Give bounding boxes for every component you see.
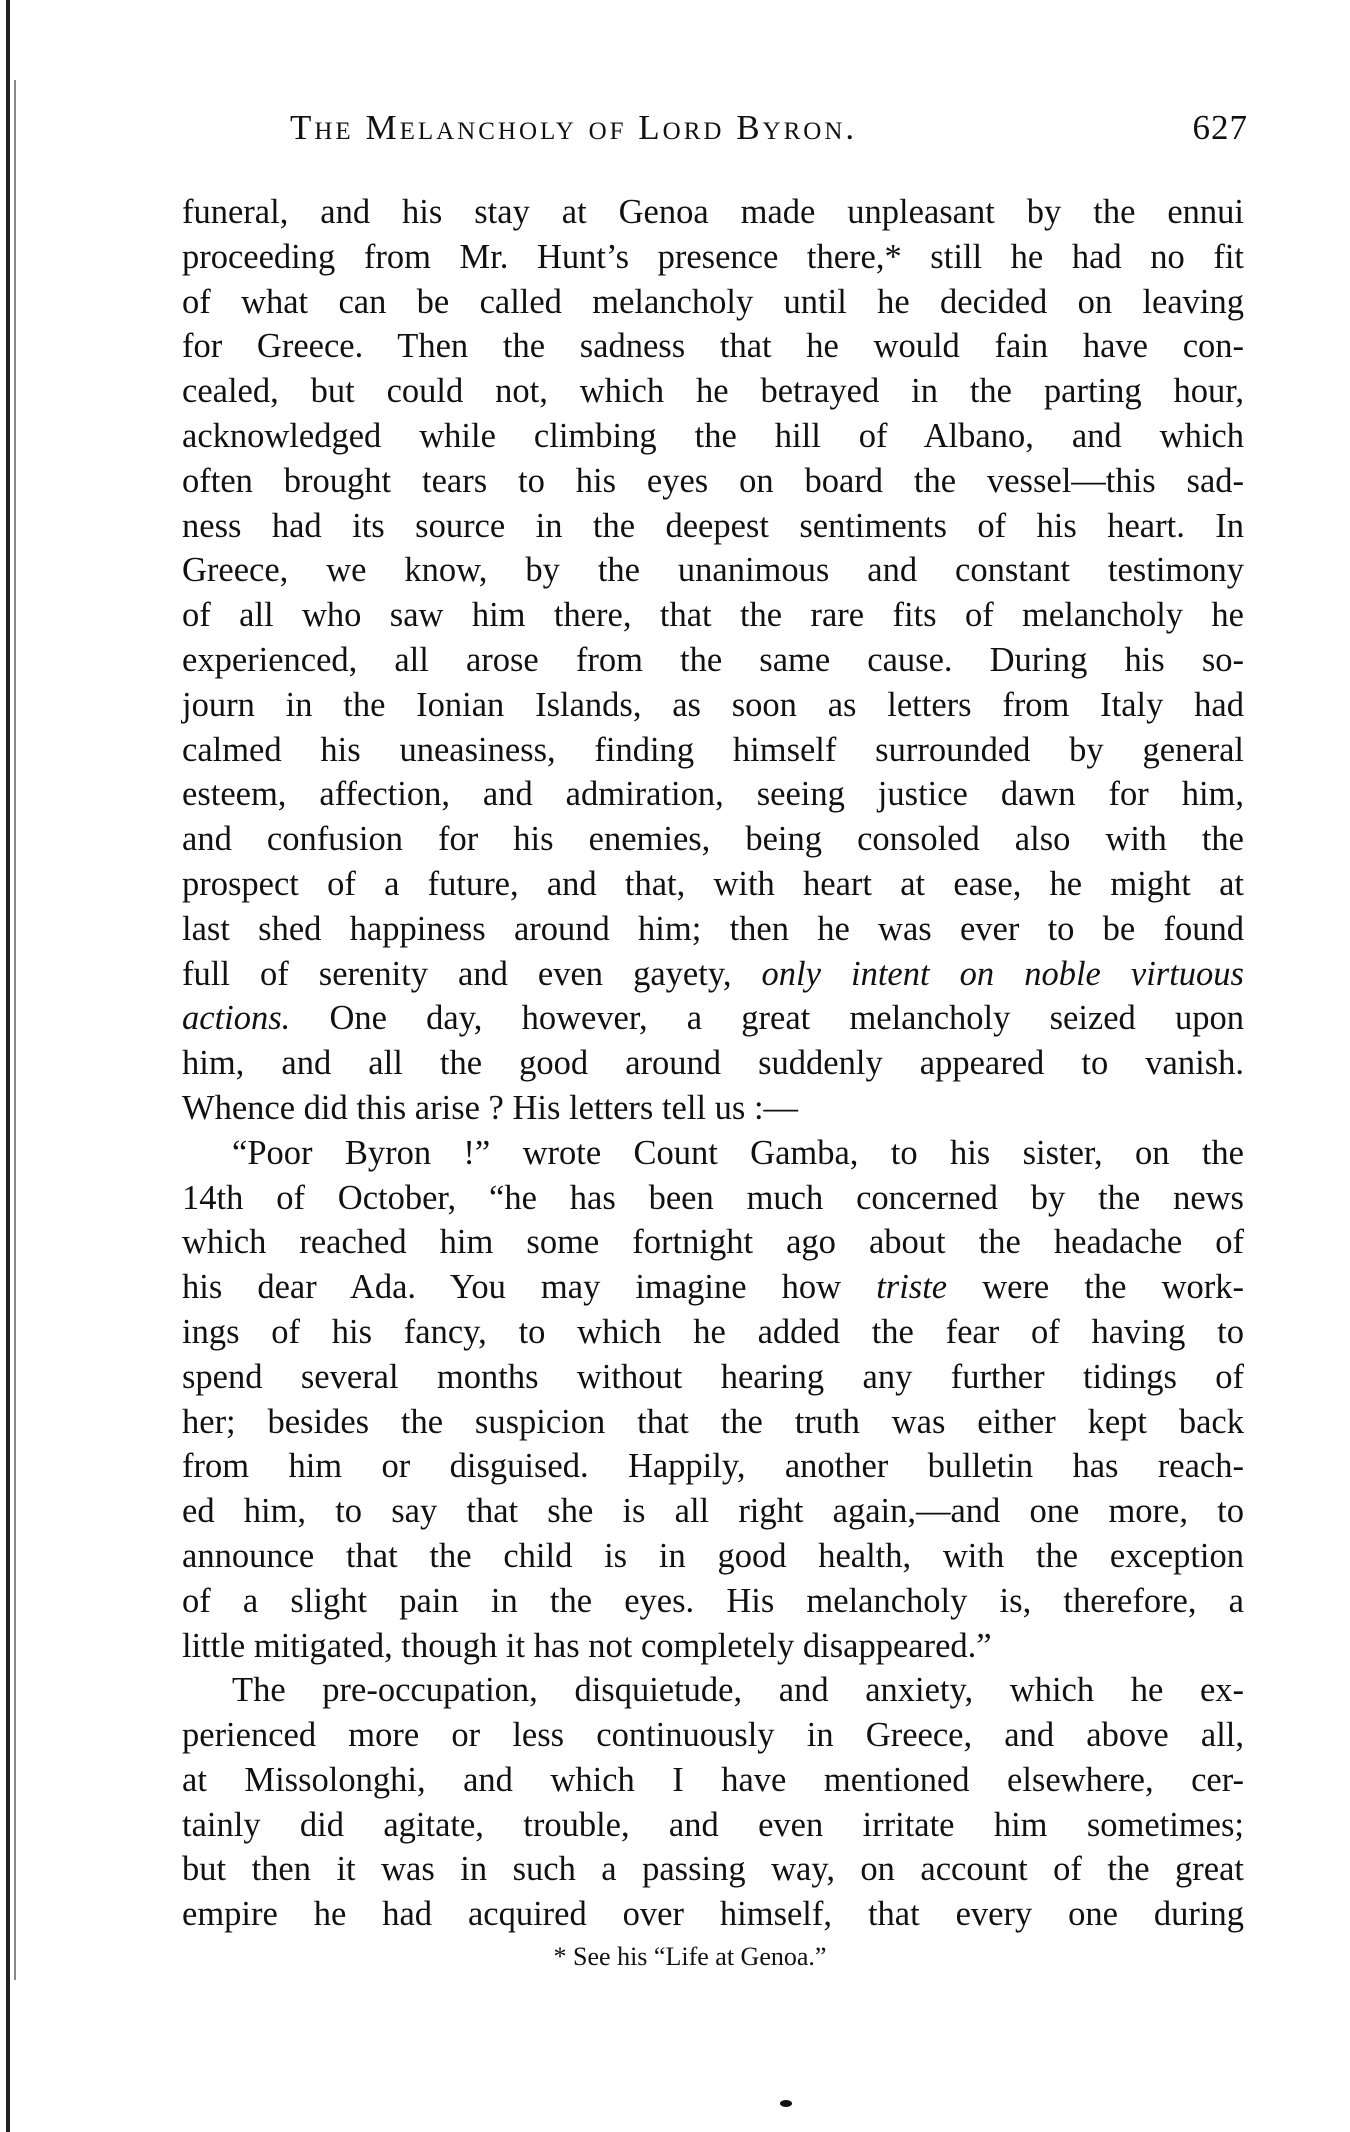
text-line	[182, 1355, 1244, 1400]
text-line-content: tainly did agitate, trouble, and even irritate him sometimes;	[182, 1805, 1244, 1844]
text-line-content: often brought tears to his eyes on board the vessel—this sad-	[182, 461, 1244, 500]
text-line-content: experienced, all arose from the same cause. During his so-	[182, 640, 1244, 679]
text-line-content: last shed happiness around him; then he was ever to be found	[182, 909, 1244, 948]
text-line	[182, 1310, 1244, 1355]
text-line-content: full of serenity and even gayety,	[182, 954, 762, 993]
text-line	[182, 324, 1244, 369]
running-title: The Melancholy of Lord Byron.	[290, 108, 858, 147]
text-line	[182, 862, 1244, 907]
text-line	[182, 414, 1244, 459]
text-line-content: ings of his fancy, to which he added the fear of having to	[182, 1312, 1244, 1351]
text-line-content: empire he had acquired over himself, that every one during	[182, 1895, 1244, 1934]
text-line-content: but then it was in such a passing way, on account of the great	[182, 1850, 1244, 1889]
text-line	[182, 1668, 1244, 1713]
text-line	[182, 1041, 1244, 1086]
text-line	[182, 548, 1244, 593]
text-line-content: proceeding from Mr. Hunt’s presence there,* still he had no fit	[182, 237, 1244, 276]
text-line-content: ness had its source in the deepest sentiments of his heart. In	[182, 506, 1244, 545]
text-line-content: which reached him some fortnight ago about the headache of	[182, 1223, 1244, 1262]
text-line-content: funeral, and his stay at Genoa made unpleasant by the ennui	[182, 193, 1244, 231]
italic-emphasis: triste	[876, 1268, 948, 1307]
book-spine-shadow	[14, 80, 16, 1980]
text-line-content: for Greece. Then the sadness that he would fain have con-	[182, 327, 1244, 366]
running-header	[290, 108, 1248, 156]
text-line-content: were the work-	[947, 1268, 1244, 1307]
text-line-content: cealed, but could not, which he betrayed in the parting hour,	[182, 372, 1244, 411]
text-line	[182, 1579, 1244, 1624]
ink-mark	[780, 2100, 792, 2107]
text-line-content: little mitigated, though it has not completely disappeared.”	[182, 1626, 992, 1665]
text-line	[182, 1713, 1244, 1758]
text-line	[182, 772, 1244, 817]
text-line-content: and confusion for his enemies, being consoled also with the	[182, 820, 1244, 859]
text-line	[182, 1176, 1244, 1221]
text-line-content: of what can be called melancholy until he decided on leaving	[182, 282, 1244, 321]
text-line	[182, 280, 1244, 325]
text-line-content: 14th of October, “he has been much concerned by the news	[182, 1178, 1244, 1217]
page-number: 627	[1192, 108, 1248, 147]
text-line-content: from him or disguised. Happily, another bulletin has reach-	[182, 1447, 1244, 1486]
text-line	[182, 996, 1244, 1041]
text-line	[182, 1892, 1244, 1937]
text-line-content: “Poor Byron !” wrote Count Gamba, to his sister, on the	[232, 1133, 1244, 1172]
italic-emphasis: only intent on noble virtuous	[761, 954, 1244, 993]
text-line	[182, 1400, 1244, 1445]
text-line	[182, 1265, 1244, 1310]
text-line	[182, 683, 1244, 728]
text-line	[182, 638, 1244, 683]
italic-emphasis: actions.	[182, 999, 291, 1038]
text-line	[182, 235, 1244, 280]
text-line	[182, 1489, 1244, 1534]
text-line	[182, 1131, 1244, 1176]
text-line	[182, 1758, 1244, 1803]
text-line	[182, 504, 1244, 549]
text-line-content: of all who saw him there, that the rare fits of melancholy he	[182, 596, 1244, 635]
text-line-content: at Missolonghi, and which I have mentioned elsewhere, cer-	[182, 1760, 1244, 1799]
text-line	[182, 728, 1244, 773]
text-line	[182, 907, 1244, 952]
text-line	[182, 1847, 1244, 1892]
text-line-content: him, and all the good around suddenly appeared to vanish.	[182, 1044, 1244, 1083]
text-line-content: perienced more or less continuously in Greece, and above all,	[182, 1716, 1244, 1755]
text-line	[182, 1624, 1244, 1669]
text-line	[182, 1534, 1244, 1579]
text-line-content: acknowledged while climbing the hill of Albano, and which	[182, 416, 1244, 455]
text-line-content: Whence did this arise ? His letters tell us :—	[182, 1088, 799, 1127]
text-line	[182, 1220, 1244, 1265]
text-line	[182, 1803, 1244, 1848]
text-line	[182, 1444, 1244, 1489]
footnote: * See his “Life at Genoa.”	[553, 1942, 827, 1971]
text-line	[182, 817, 1244, 862]
text-line-content: Greece, we know, by the unanimous and constant testimony	[182, 551, 1244, 590]
text-line	[182, 369, 1244, 414]
text-line-content: esteem, affection, and admiration, seeing justice dawn for him,	[182, 775, 1244, 814]
text-line-content: ed him, to say that she is all right again,—and one more, to	[182, 1492, 1244, 1531]
text-line-content: spend several months without hearing any further tidings of	[182, 1357, 1244, 1396]
book-spine-edge	[6, 0, 10, 2132]
text-line	[182, 593, 1244, 638]
text-line-content: his dear Ada. You may imagine how	[182, 1268, 877, 1307]
body-text	[182, 190, 1244, 1937]
text-line	[182, 190, 1244, 235]
text-line	[182, 952, 1244, 997]
text-line-content: One day, however, a great melancholy seized upon	[290, 999, 1244, 1038]
text-line-content: announce that the child is in good health, with the exception	[182, 1536, 1244, 1575]
text-line-content: of a slight pain in the eyes. His melancholy is, therefore, a	[182, 1581, 1244, 1620]
text-line-content: calmed his uneasiness, finding himself surrounded by general	[182, 730, 1244, 769]
text-line-content: journ in the Ionian Islands, as soon as letters from Italy had	[182, 685, 1244, 724]
text-line-content: The pre-occupation, disquietude, and anxiety, which he ex-	[232, 1671, 1244, 1710]
text-line-content: her; besides the suspicion that the truth was either kept back	[182, 1402, 1244, 1441]
text-line-content: prospect of a future, and that, with heart at ease, he might at	[182, 864, 1244, 903]
text-line	[182, 1086, 1244, 1131]
text-line	[182, 459, 1244, 504]
